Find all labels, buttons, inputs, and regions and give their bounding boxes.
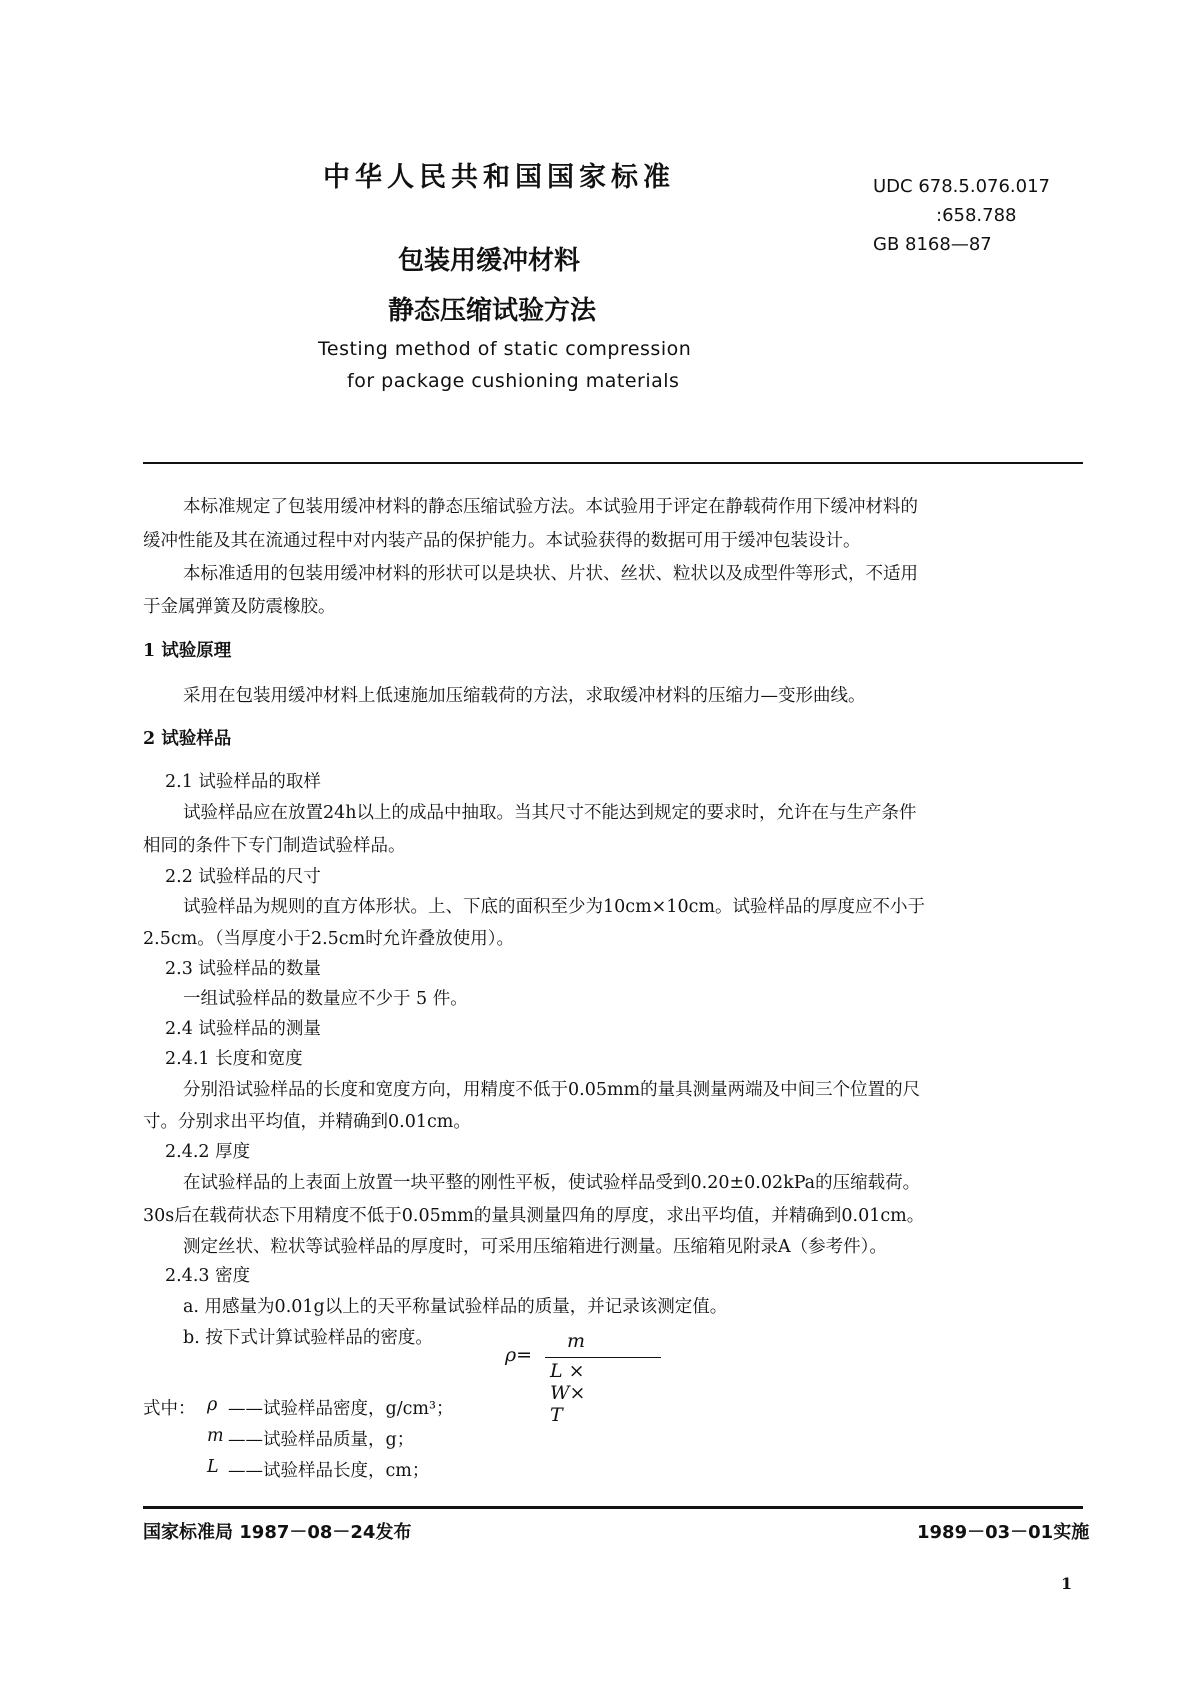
document-title-line-2: 静态压缩试验方法	[388, 296, 597, 326]
formula-lhs: ρ=	[505, 1344, 533, 1366]
section-2-1-line-2: 相同的条件下专门制造试验样品。	[143, 836, 406, 856]
rho-symbol: ρ	[207, 1395, 218, 1415]
section-2-3-text: 一组试验样品的数量应不少于 5 件。	[183, 989, 468, 1009]
footer-divider	[143, 1506, 1083, 1509]
section-2-2-line-1: 试验样品为规则的直方体形状。上、下底的面积至少为10cm×10cm。试验样品的厚度应不小于	[183, 897, 925, 917]
fraction-bar	[545, 1357, 661, 1358]
intro-paragraph-1-line-1: 本标准规定了包装用缓冲材料的静态压缩试验方法。本试验用于评定在静载荷作用下缓冲材料的	[183, 497, 918, 517]
section-2-4-2-line-2: 30s后在载荷状态下用精度不低于0.05mm的量具测量四角的厚度，求出平均值，并精确到0.01cm。	[143, 1206, 925, 1226]
udc-number-continued: :658.788	[936, 205, 1017, 226]
document-category-title: 中华人民共和国国家标准	[323, 162, 675, 193]
formula-denominator: L × W× T	[550, 1360, 586, 1426]
section-2-4-3-item-b: b. 按下式计算试验样品的密度。	[183, 1328, 433, 1348]
section-2-1-heading: 2.1 试验样品的取样	[165, 772, 321, 792]
section-2-4-3-heading: 2.4.3 密度	[165, 1266, 251, 1286]
section-2-4-1-line-1: 分别沿试验样品的长度和宽度方向，用精度不低于0.05mm的量具测量两端及中间三个位置的尺	[183, 1080, 921, 1100]
page-number: 1	[1061, 1574, 1073, 1593]
header-divider	[143, 462, 1083, 464]
effective-date: 1989－03－01实施	[917, 1522, 1090, 1543]
udc-number: UDC 678.5.076.017	[873, 176, 1051, 197]
section-2-1-line-1: 试验样品应在放置24h以上的成品中抽取。当其尺寸不能达到规定的要求时，允许在与生产条件	[183, 803, 917, 823]
section-2-heading: 2 试验样品	[143, 729, 232, 749]
english-title-line-1: Testing method of static compression	[318, 338, 692, 360]
rho-definition: ——试验样品密度，g/cm³；	[228, 1399, 454, 1419]
section-2-4-2-line-1: 在试验样品的上表面上放置一块平整的刚性平板，使试验样品受到0.20±0.02kPa的压缩载荷。	[183, 1173, 921, 1193]
m-definition: ——试验样品质量，g；	[228, 1430, 415, 1450]
section-2-4-1-line-2: 寸。分别求出平均值，并精确到0.01cm。	[143, 1112, 471, 1132]
symbol-definitions-label: 式中：	[143, 1399, 196, 1419]
section-2-4-heading: 2.4 试验样品的测量	[165, 1019, 321, 1039]
section-2-2-heading: 2.2 试验样品的尺寸	[165, 867, 321, 887]
section-2-4-2-heading: 2.4.2 厚度	[165, 1142, 251, 1162]
formula-numerator: m	[567, 1330, 586, 1352]
document-title-line-1: 包装用缓冲材料	[398, 246, 581, 276]
section-2-2-line-2: 2.5cm。（当厚度小于2.5cm时允许叠放使用）。	[143, 929, 514, 949]
english-title-line-2: for package cushioning materials	[347, 370, 680, 392]
l-symbol: L	[207, 1457, 219, 1477]
m-symbol: m	[207, 1426, 224, 1446]
issue-date: 国家标准局 1987－08－24发布	[143, 1522, 412, 1543]
gb-standard-number: GB 8168—87	[873, 234, 992, 255]
section-2-4-1-heading: 2.4.1 长度和宽度	[165, 1049, 303, 1069]
section-2-3-heading: 2.3 试验样品的数量	[165, 959, 321, 979]
intro-paragraph-2-line-1: 本标准适用的包装用缓冲材料的形状可以是块状、片状、丝状、粒状以及成型件等形式，不适用	[183, 564, 918, 584]
intro-paragraph-1-line-2: 缓冲性能及其在流通过程中对内装产品的保护能力。本试验获得的数据可用于缓冲包装设计。	[143, 531, 861, 551]
section-1-heading: 1 试验原理	[143, 641, 232, 661]
section-2-4-3-item-a: a. 用感量为0.01g以上的天平称量试验样品的质量，并记录该测定值。	[183, 1297, 728, 1317]
intro-paragraph-2-line-2: 于金属弹簧及防震橡胶。	[143, 597, 336, 617]
l-definition: ——试验样品长度，cm；	[228, 1461, 430, 1481]
section-1-text: 采用在包装用缓冲材料上低速施加压缩载荷的方法，求取缓冲材料的压缩力—变形曲线。	[183, 686, 866, 706]
section-2-4-2-line-3: 测定丝状、粒状等试验样品的厚度时，可采用压缩箱进行测量。压缩箱见附录A（参考件）。	[183, 1237, 887, 1257]
